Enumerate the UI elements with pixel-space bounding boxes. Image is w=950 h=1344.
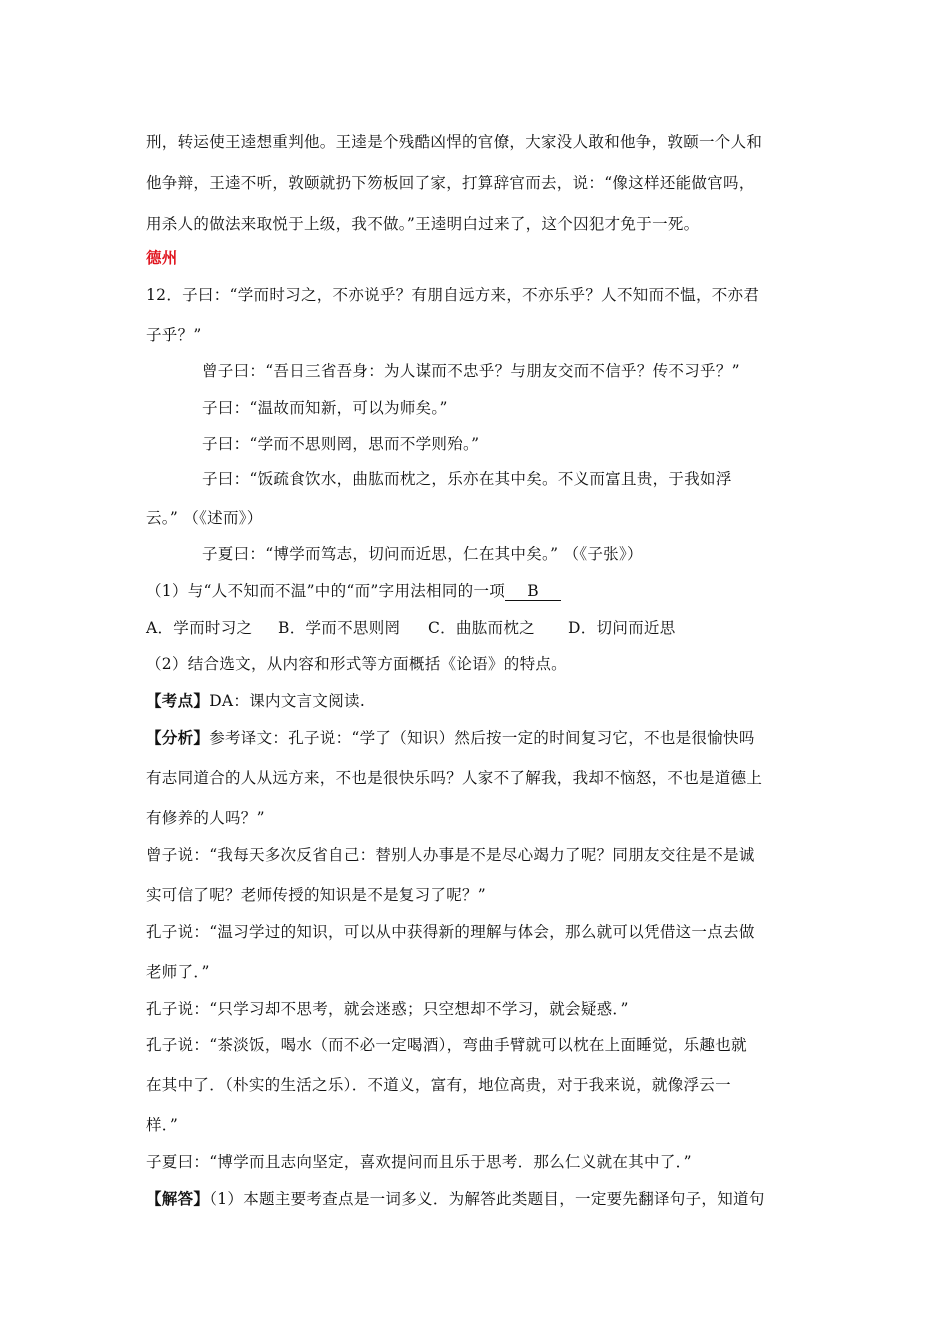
option-a: A．学而时习之	[146, 619, 253, 637]
translation-line: 实可信了呢？老师传授的知识是不是复习了呢？”	[146, 886, 487, 904]
options-row	[146, 616, 676, 638]
text-line: 用杀人的做法来取悦于上级，我不做。”王逵明白过来了，这个囚犯才免于一死。	[146, 215, 700, 233]
translation-line: 老师了．”	[146, 963, 210, 981]
passage-line: 子曰：“饭疏食饮水，曲肱而枕之，乐亦在其中矣。不义而富且贵，于我如浮	[202, 470, 732, 488]
translation-line: 孔子说：“只学习却不思考，就会迷惑；只空想却不学习，就会疑惑．”	[146, 1000, 629, 1018]
option-d: D．切问而近思	[568, 619, 676, 637]
translation-line: 有修养的人吗？”	[146, 809, 265, 827]
translation-line: 孔子说：“茶淡饭，喝水（而不必一定喝酒），弯曲手臂就可以枕在上面睡觉，乐趣也就	[146, 1036, 747, 1054]
translation-line: 孔子说：“温习学过的知识，可以从中获得新的理解与体会，那么就可以凭借这一点去做	[146, 923, 755, 941]
translation-line: 子夏曰：“博学而且志向坚定，喜欢提问而且乐于思考．那么仁义就在其中了．”	[146, 1153, 692, 1171]
text-line: 他争辩，王逵不听，敦颐就扔下笏板回了家，打算辞官而去，说：“像这样还能做官吗，	[146, 174, 755, 192]
translation-line: 样．”	[146, 1116, 179, 1134]
sub-question-2: （2）结合选文，从内容和形式等方面概括《论语》的特点。	[146, 655, 567, 673]
passage-line: 云。” （《述而》）	[146, 509, 263, 527]
translation-line: 曾子说：“我每天多次反省自己：替别人办事是不是尽心竭力了呢？同朋友交往是不是诚	[146, 846, 755, 864]
answer-blank: B	[505, 582, 561, 601]
jieda-line	[146, 1187, 765, 1209]
translation-line: 在其中了．（朴实的生活之乐）．不道义，富有，地位高贵，对于我来说，就像浮云一	[146, 1076, 731, 1094]
sub-question-1	[146, 579, 561, 601]
question-line: 子乎？”	[146, 326, 202, 344]
kaodian-tag: 【考点】	[146, 691, 210, 710]
jieda-tag: 【解答】	[146, 1189, 210, 1208]
translation-line: 有志同道合的人从远方来，不也是很快乐吗？人家不了解我，我却不恼怒，不也是道德上	[146, 769, 763, 787]
option-c: C．曲肱而枕之	[428, 619, 535, 637]
kaodian-line	[146, 689, 365, 711]
sub-question-1-text: （1）与“人不知而不温”中的“而”字用法相同的一项	[146, 582, 506, 600]
passage-line: 曾子曰：“吾日三省吾身：为人谋而不忠乎？与朋友交而不信乎？传不习乎？”	[202, 362, 740, 380]
fenxi-tag: 【分析】	[146, 728, 210, 747]
fenxi-text: 参考译文：孔子说：“学了（知识）然后按一定的时间复习它，不也是很愉快吗	[209, 729, 755, 747]
section-title: 德州	[146, 249, 178, 267]
fenxi-line	[146, 726, 755, 748]
jieda-text: （1）本题主要考查点是一词多义．为解答此类题目，一定要先翻译句子，知道句	[209, 1190, 765, 1208]
text-line: 刑，转运使王逵想重判他。王逵是个残酷凶悍的官僚，大家没人敢和他争，敦颐一个人和	[146, 133, 763, 151]
question-line: 12．子曰：“学而时习之，不亦说乎？有朋自远方来，不亦乐乎？人不知而不愠，不亦君	[146, 286, 760, 304]
passage-line: 子曰：“学而不思则罔，思而不学则殆。”	[202, 435, 480, 453]
kaodian-text: DA：课内文言文阅读.	[209, 692, 366, 710]
passage-line: 子夏曰：“博学而笃志，切问而近思，仁在其中矣。” （《子张》）	[202, 545, 643, 563]
option-b: B．学而不思则罔	[278, 619, 401, 637]
passage-line: 子曰：“温故而知新，可以为师矣。”	[202, 399, 448, 417]
